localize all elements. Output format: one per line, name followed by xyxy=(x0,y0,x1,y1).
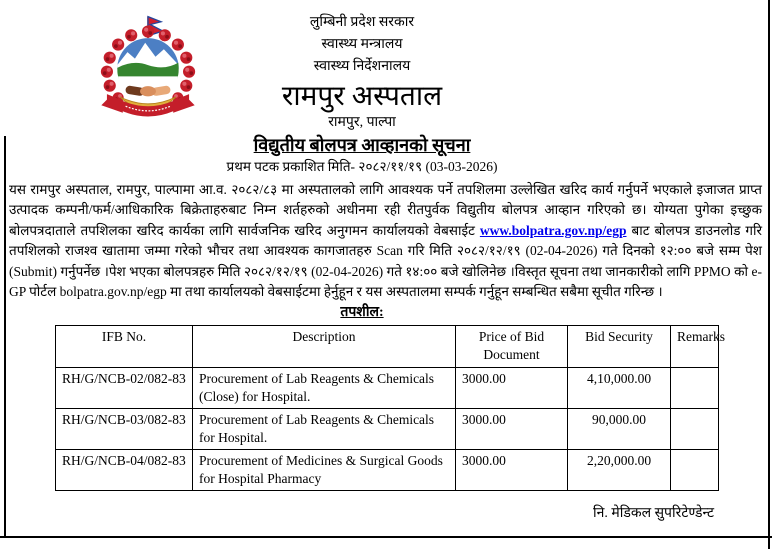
cell-bid-security: 90,000.00 xyxy=(568,409,671,450)
cell-description: Procurement of Medicines & Surgical Goods for Hospital Pharmacy xyxy=(193,450,456,491)
page-border-right xyxy=(768,0,770,549)
cell-price: 3000.00 xyxy=(456,368,568,409)
notice-body-paragraph xyxy=(9,180,762,302)
cell-remarks xyxy=(671,450,719,491)
col-header-bid-security: Bid Security xyxy=(568,326,671,368)
table-caption: तपशील: xyxy=(340,305,384,321)
col-header-remarks: Remarks xyxy=(671,326,719,368)
table-row xyxy=(56,409,719,450)
government-name: लुम्बिनी प्रदेश सरकार xyxy=(309,15,415,30)
hospital-name: रामपुर अस्पताल xyxy=(281,81,443,112)
cell-ifb-no: RH/G/NCB-04/082-83 xyxy=(56,450,193,491)
bolpatra-link[interactable]: www.bolpatra.gov.np/egp xyxy=(479,222,627,238)
hospital-location: रामपुर, पाल्पा xyxy=(328,115,396,130)
page-border-left xyxy=(4,136,6,537)
cell-bid-security: 4,10,000.00 xyxy=(568,368,671,409)
cell-ifb-no: RH/G/NCB-03/082-83 xyxy=(56,409,193,450)
page-border-bottom xyxy=(0,536,772,538)
cell-ifb-no: RH/G/NCB-02/082-83 xyxy=(56,368,193,409)
cell-bid-security: 2,20,000.00 xyxy=(568,450,671,491)
col-header-ifb-no: IFB No. xyxy=(56,326,193,368)
table-row xyxy=(56,368,719,409)
published-date-line: प्रथम पटक प्रकाशित मिति- २०८२/११/१९ (03-03-2026) xyxy=(226,159,498,174)
table-header-row xyxy=(56,326,719,368)
table-row xyxy=(56,450,719,491)
body-text-before-link: यस रामपुर अस्पताल, रामपुर, पाल्पामा आ.व. २०८२/८३ मा अस्पतालको लागि आवश्यक पर्ने तपशिलमा उल्लेखित खरिद कार्य गर्नुपर्ने भएकाले इजाजत प्राप्त उत्पादक कम्पनी/फर्म/आधिकारिक बिक्रेताहरुबाट निम्न शर्तहरुको अधीनमा रही रीतपुर्वक विद्युतीय बोलपत्र आव्हान गरिएको छ। योग्यता पुगेका इच्छुक बोलपत्रदाताले तपशिलका खरिद कार्यका लागि सार्वजनिक खरिद अनुगमन कार्यालयको वेबसाईट xyxy=(9,182,762,238)
cell-description: Procurement of Lab Reagents & Chemicals (Close) for Hospital. xyxy=(193,368,456,409)
cell-price: 3000.00 xyxy=(456,450,568,491)
body-text-after-link: बाट बोलपत्र डाउनलोड गरि तपशिलको राजश्व खातामा जम्मा गरेको भौचर तथा आवश्यक कागजातहरु Scan गरि मिति २०८२/१२/१९ (02-04-2026) गते दिनको १२:०० बजे सम्म पेश (Submit) गर्नुपर्नेछ ।पेश भएका बोलपत्रहरु मिति २०८२/१२/१९ (02-04-2026) गते १४:०० बजे खोलिनेछ ।विस्तृत सूचना तथा जानकारीको लागि PPMO को e-GP पोर्टल bolpatra.gov.np/egp मा तथा कार्यालयको वेबसाईटमा हेर्नुहून र यस अस्पतालमा सम्पर्क गर्नुहून सम्बन्धित सबैमा सूचीत गरिन्छ । xyxy=(9,222,763,300)
cell-price: 3000.00 xyxy=(456,409,568,450)
signature-line: नि. मेडिकल सुपरिटेण्डेन्ट xyxy=(592,506,714,522)
directorate-name: स्वास्थ्य निर्देशनालय xyxy=(313,59,411,74)
cell-description: Procurement of Lab Reagents & Chemicals for Hospital. xyxy=(193,409,456,450)
ifb-table xyxy=(55,325,725,491)
cell-remarks xyxy=(671,368,719,409)
notice-title: विद्युतीय बोलपत्र आव्हानको सूचना xyxy=(253,135,471,155)
ministry-name: स्वास्थ्य मन्त्रालय xyxy=(321,37,403,52)
cell-remarks xyxy=(671,409,719,450)
col-header-description: Description xyxy=(193,326,456,368)
nepal-emblem-icon xyxy=(92,12,204,122)
col-header-price: Price of Bid Document xyxy=(456,326,568,368)
